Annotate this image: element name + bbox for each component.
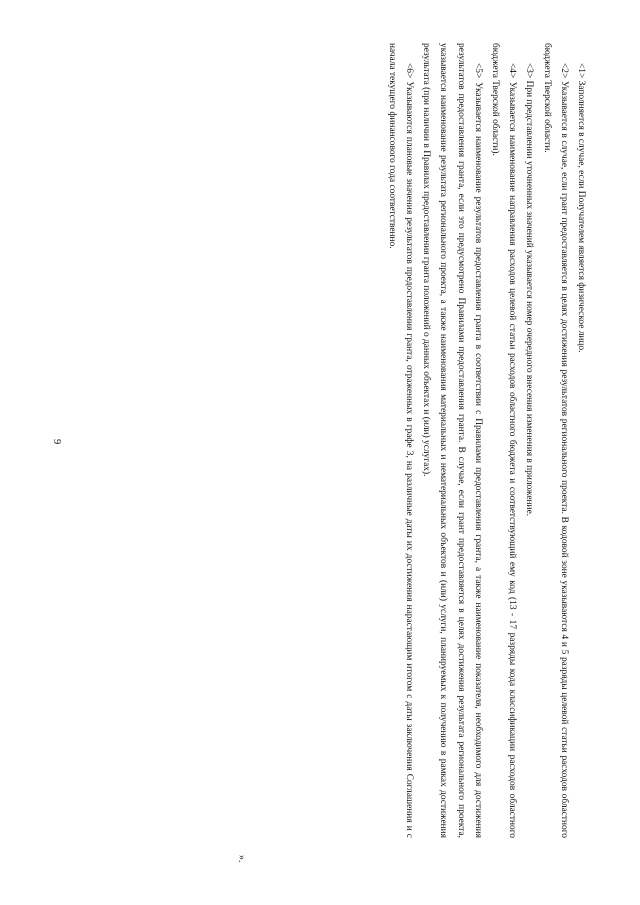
footnote-4: <4> Указывается наименование направления расходов целевой статьи расходов областного бюджета и соответствующий ему код (13 - 17 разряды кода классификации расходов областного бюджета Тверской области). — [489, 43, 518, 838]
footnote-1: <1> Заполняется в случае, если Получателем является физическое лицо. — [576, 63, 586, 353]
footnote-3: <3> При представлении уточненных значений указывается номер очередного внесения изменения в приложение. — [524, 63, 535, 517]
footnote-5: <5> Указывается наименование результатов предоставления гранта в соответствии с Правилами предоставления гранта, а также наименование показателя, необходимого для достижения результатов предоставления гранта, если это предусмотрено Правилами предоставления гранта. В случае, если грант предоставляется в целях достижения результата регионального проекта, указывается наименование результата регионального проекта, а также наименования материальных и нематериальных объектов и (или) услуги, планируемых к получению в рамках достижения результата (при наличии в Правилах предоставления гранта положений о данных объектах и (или) услугах). — [421, 43, 483, 838]
footnote-2: <2> Указывается в случае, если грант предоставляется в целях достижения результатов регионального проекта. В кодовой зоне указываются 4 и 5 разряды целевой статьи расходов областного бюджета Тверской области. — [541, 43, 569, 838]
footnotes-section — [383, 43, 589, 838]
closing-quote: ». — [236, 855, 247, 863]
footnote-6: <6> Указываются плановые значения результатов предоставления гранта, отраженных в графе 3, на различные даты их достижения нарастающим итогом с даты заключения Соглашения и с начала текущего финансового года соответственно. — [386, 43, 414, 838]
page-number: 9 — [51, 439, 62, 445]
